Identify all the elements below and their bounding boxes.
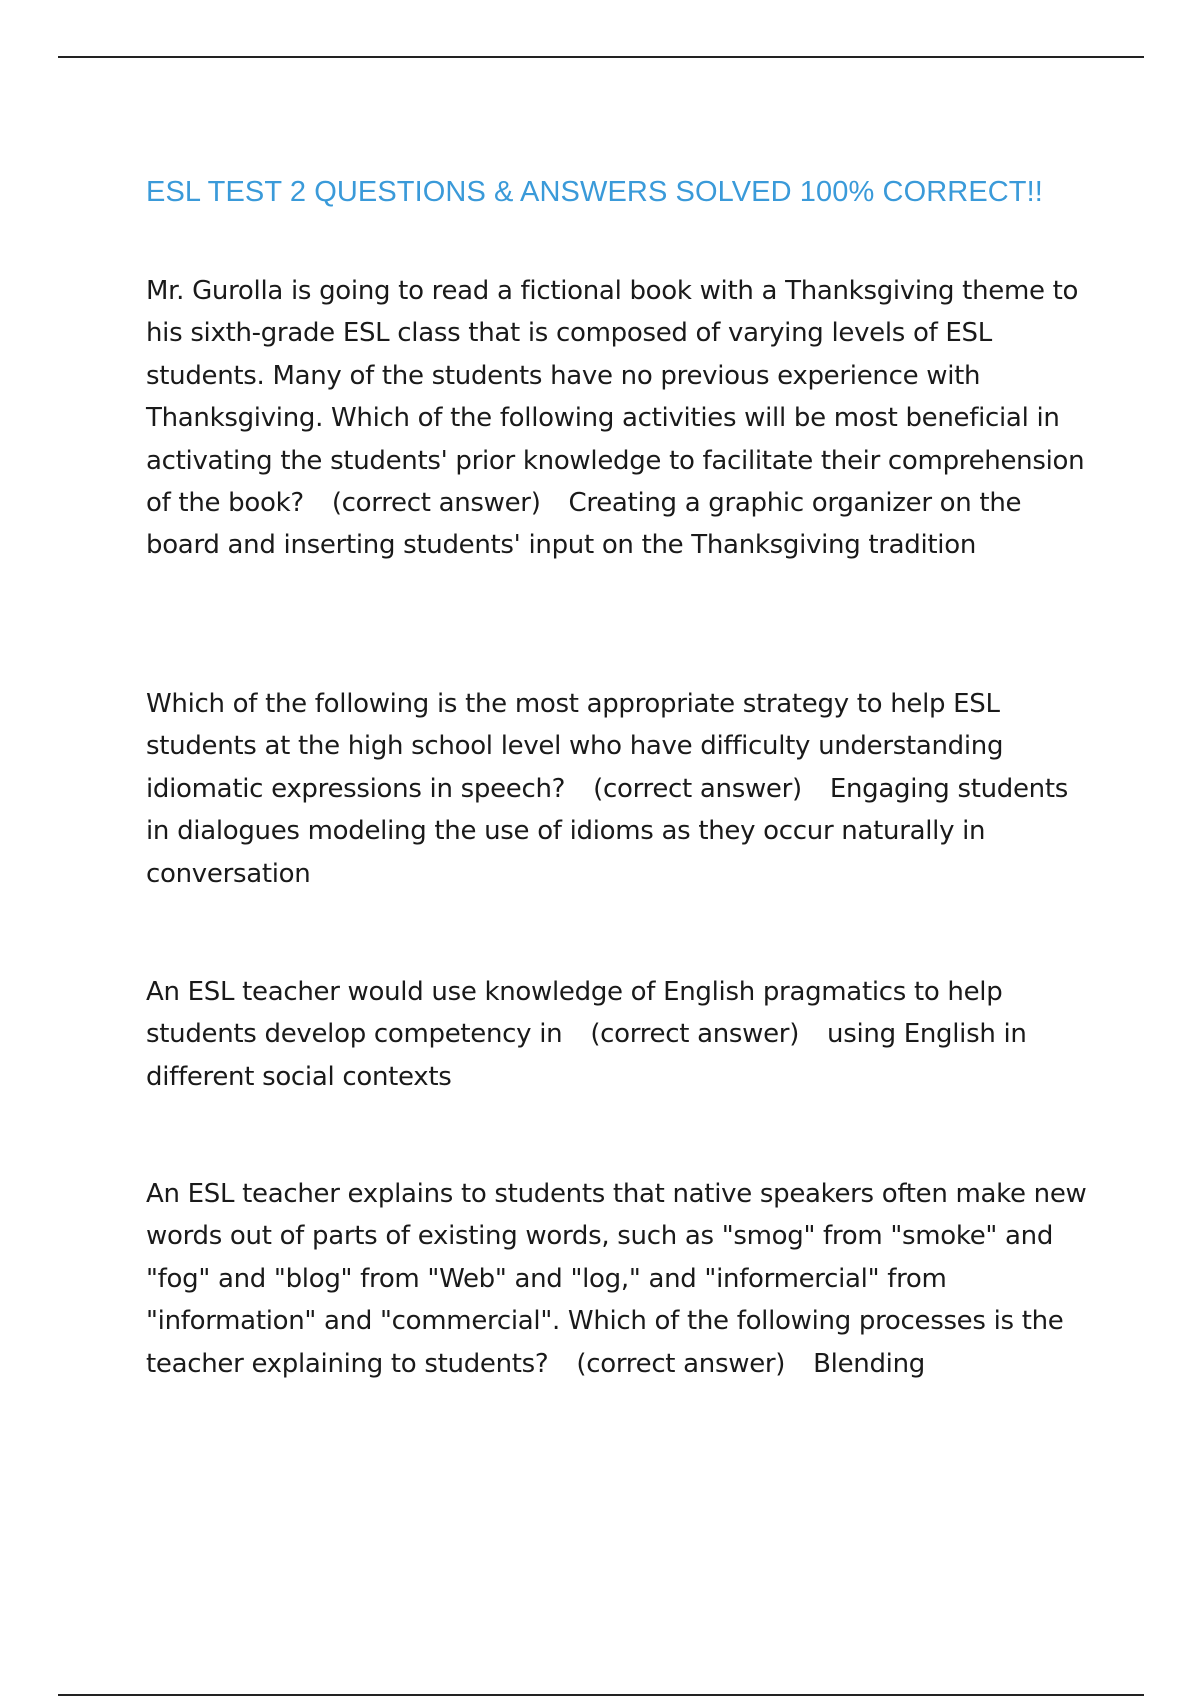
bottom-rule	[58, 1694, 1144, 1696]
answer-marker: (correct answer)	[593, 773, 802, 804]
question-text: An ESL teacher would use knowledge of English pragmatics to help students develop competency in	[146, 977, 1003, 1050]
qa-item	[146, 683, 1096, 895]
answer-marker: (correct answer)	[331, 488, 541, 519]
answer-text: using English in different social contexts	[146, 1019, 1027, 1092]
qa-item	[146, 270, 1096, 567]
question-text: Which of the following is the most appropriate strategy to help ESL students at the high school level who have difficulty understanding idiomatic expressions in speech?	[146, 689, 1004, 804]
answer-text: Engaging students in dialogues modeling the use of idioms as they occur naturally in conversation	[146, 773, 1068, 889]
qa-item	[146, 971, 1096, 1098]
answer-text: Creating a graphic organizer on the board and inserting students' input on the Thanksgiving tradition	[146, 488, 1022, 561]
question-text: An ESL teacher explains to students that native speakers often make new words out of parts of existing words, such as "smog" from "smoke" and "fog" and "blog" from "Web" and "log," and "informercial" from "information" and "commercial". Which of the following processes is the teacher explaining to students?	[146, 1179, 1087, 1379]
answer-marker: (correct answer)	[590, 1019, 800, 1050]
document-title: ESL TEST 2 QUESTIONS & ANSWERS SOLVED 100% CORRECT!!	[146, 176, 1043, 208]
question-text: Mr. Gurolla is going to read a fictional book with a Thanksgiving theme to his sixth-grade ESL class that is composed of varying levels of ESL students. Many of the students have no previous experience with Thanksgiving. Which of the following activities will be most beneficial in activating the students' prior knowledge to facilitate their comprehension of the book?	[146, 276, 1085, 519]
qa-item	[146, 1173, 1096, 1385]
answer-text: Blending	[813, 1348, 925, 1379]
top-rule	[58, 56, 1144, 58]
answer-marker: (correct answer)	[576, 1348, 786, 1379]
